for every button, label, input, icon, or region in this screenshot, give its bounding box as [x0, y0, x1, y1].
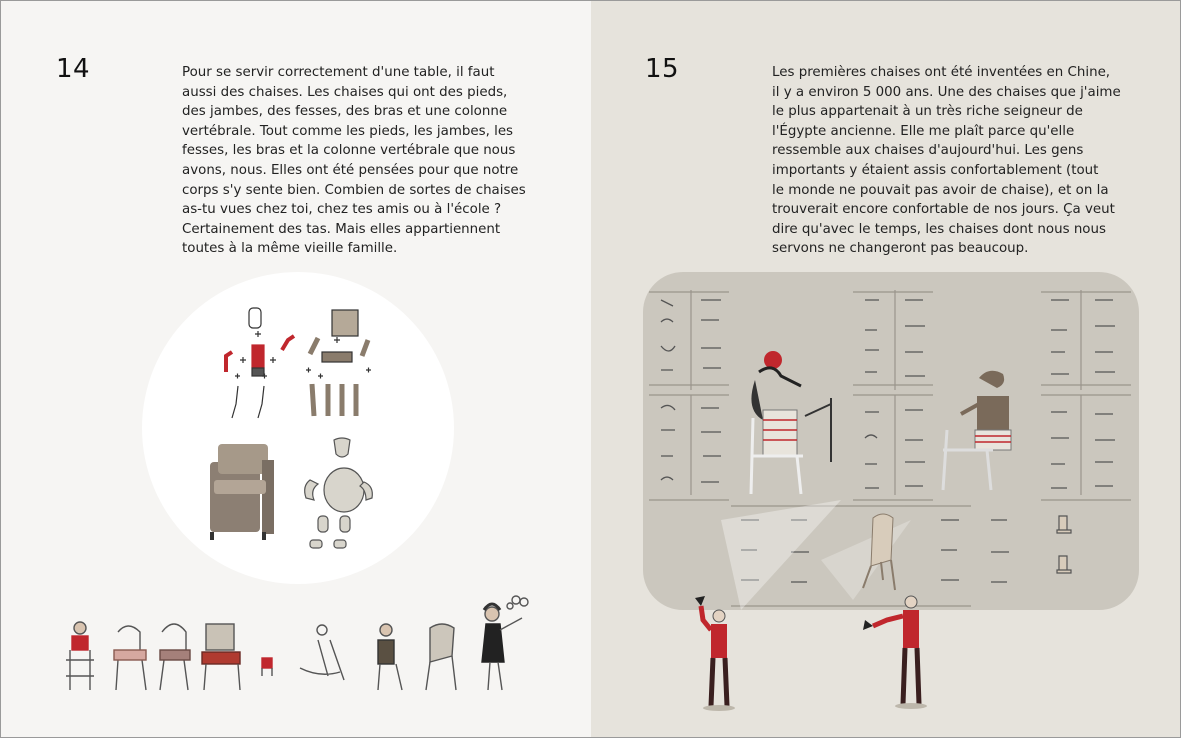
left-page-text: Pour se servir correctement d'une table, il faut aussi des chaises. Les chaises qui ont des pieds, des jambes, des fesses, des bras et une colonne vertébrale. Tout comme les pieds, les jambes, les fesses, les bras et la colonne vertébrale que nous avons, nous. Elles ont été pensées pour que notre corps s'y sente bien. Combien de sortes de chaises as-tu vues chez toi, chez tes amis ou à l'école ? Certainement des tas. Mais elles appartiennent toutes à la même vieille famille.	[182, 65, 526, 257]
page-number-right: 15	[645, 54, 680, 84]
flashlight-explorer-illustration	[591, 0, 1181, 738]
right-page-text: Les premières chaises ont été inventées en Chine, il y a environ 5 000 ans. Une des chaises que j'aime le plus appartenait à un très riche seigneur de l'Égypte ancienne. Elle me plaît parce qu'elle ressemble aux chaises d'aujourd'hui. Les gens importants y étaient assis confortablement (tout le monde ne pouvait pas avoir de chaise), et on la trouverait encore confortable de nos jours. Ça veut dire qu'avec le temps, les chaises dont nous nous servons ne changeront pas beaucoup.	[772, 65, 1121, 257]
right-page	[591, 0, 1181, 738]
page-number-left: 14	[56, 54, 91, 84]
